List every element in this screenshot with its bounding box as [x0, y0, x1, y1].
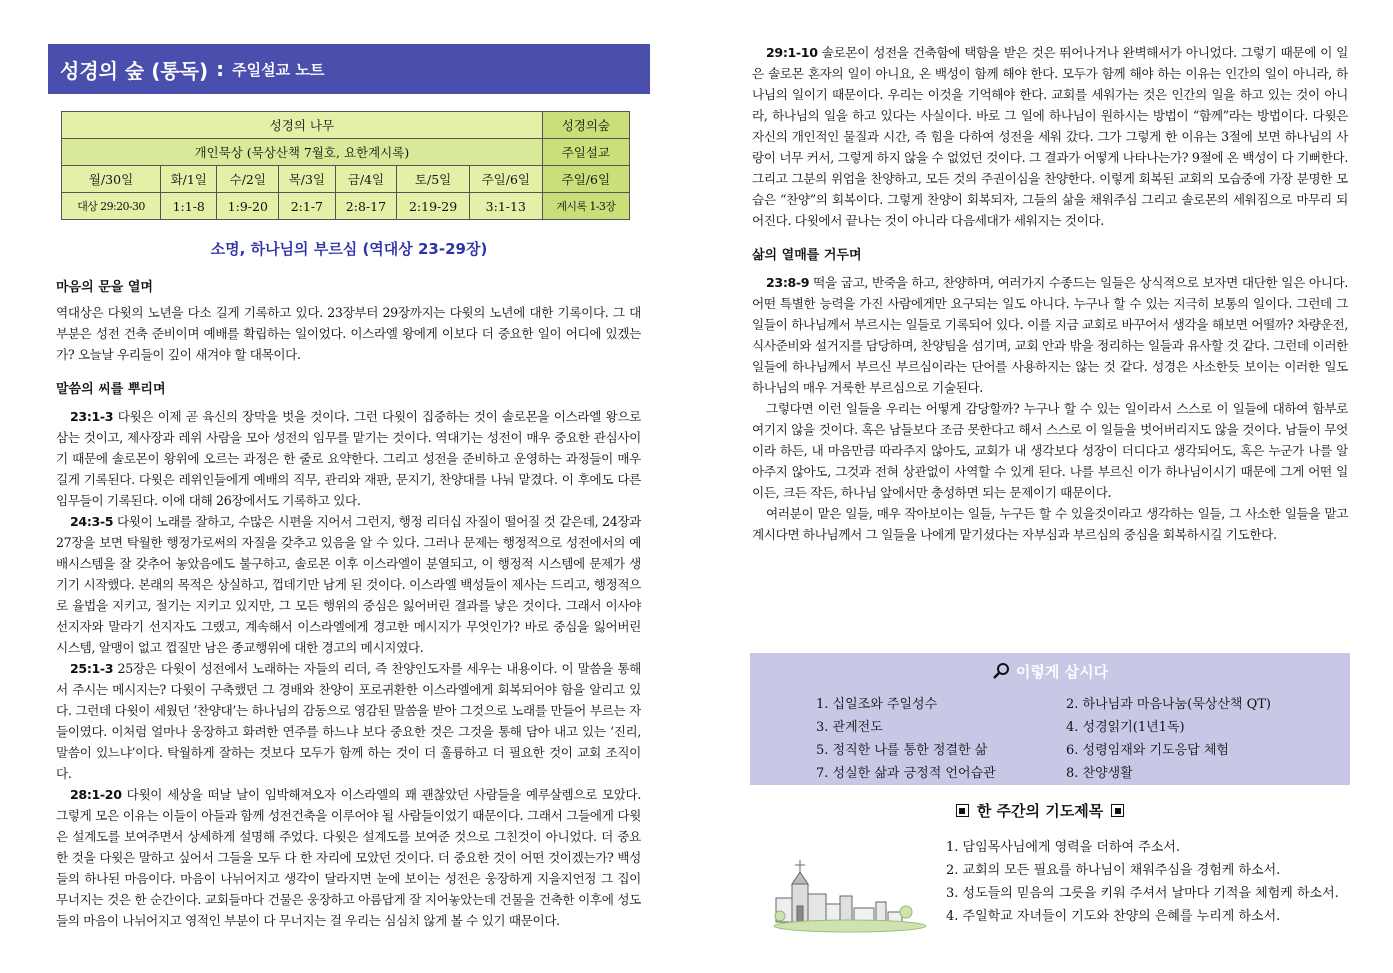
- live-item: 6. 성령임재와 기도응답 체험: [1066, 743, 1229, 758]
- day-cell: 토/5일: [397, 166, 470, 193]
- verse-ref: 23:8-9: [766, 275, 810, 290]
- paragraph-text: 다윗이 세상을 떠날 날이 임박해져오자 이스라엘의 꽤 괜찮았던 사람들을 예루살렘으로 모았다. 그렇게 모은 이유는 이들이 아들과 함께 성전건축을 이루어야 될 사람들이었기 때문이다. 그래서 그들에게 다윗은 설계도를 보여주면서 상세하게 설명해 주었다. 다윗은 설계도를 보여준 것으로 그친것이 아니었다. 더 중요한 것을 다윗은 말하고 싶어서 그들을 모두 다 한 자리에 모았던 것이다. 더 중요한 것이 어떤 것이겠는가? 백성들의 하나된 마음이다. 마음이 나뉘어지고 생각이 달라지면 눈에 보이는 성전은 웅장하게 지을지언정 그 집이 무너지는 것은 한 순간이다. 교회들마다 건물은 웅장하고 아름답게 잘 지어놓았는데 건물을 건축한 이후에 성도들의 마음이 나뉘어지고 영적인 부분이 다 무너지는 걸 우리는 심심치 않게 볼 수 있기 때문이다.: [56, 787, 641, 928]
- live-item: 7. 성실한 삶과 긍정적 언어습관: [816, 766, 996, 781]
- header-banner: [48, 44, 650, 94]
- paragraph-block: 그렇다면 이런 일들을 우리는 어떻게 감당할까? 누구나 할 수 있는 일이라서 스스로 이 일들에 대하여 함부로 여기지 않을 것이다. 혹은 남들보다 조금 못한다고 해서 스스로 이 일들을 벗어버리지도 않을 것이다. 남들이 무엇이라 하든, 내 마음만큼 따라주지 않아도, 교회가 내 생각보다 성장이 더디다고 생각되어도, 혹은 누군가 나를 알아주지 않아도, 그것과 전혀 상관없이 사역할 수 있게 된다. 나를 부르신 이가 하나님이시기 때문에 그게 어떤 일이든, 크든 작든, 하나님 앞에서만 충성하면 되는 문제이기 때문이다.: [752, 401, 1348, 500]
- paragraph-text: 다윗이 노래를 잘하고, 수많은 시편을 지어서 그런지, 행정 리더십 자질이 떨어질 것 같은데, 24장과 27장을 보면 탁월한 행정가로써의 자질을 갖추고 있음을 알 수 있다. 그러나 문제는 행정적으로 성전에서의 예배시스템을 잘 갖추어 놓았음에도 불구하고, 솔로몬 이후 이스라엘이 분열되고, 이 행정적 시스템에 문제가 생기기 시작했다. 본래의 목적은 상실하고, 껍데기만 남게 된 것이다. 이스라엘 백성들이 제사는 드리고, 행정적으로 율법을 지키고, 절기는 지키고 있지만, 그 모든 행위의 중심은 잃어버린 결과를 낳은 것이다. 그래서 이사야 선지자와 말라기 선지자도 그랬고, 계속해서 이스라엘에게 경고한 메시지가 무엇인가? 바로 중심을 잃어버린 시스템, 알맹이 없고 껍질만 남은 종교행위에 대한 경고의 메시지였다.: [56, 514, 641, 655]
- reading-cell: 2:1-7: [279, 193, 335, 220]
- live-item: 3. 관계전도: [816, 720, 883, 735]
- paragraph-body: [56, 406, 641, 931]
- paragraph-29: [752, 42, 1348, 231]
- sermon-title: 소명, 하나님의 부르심 (역대상 23-29장): [210, 240, 488, 258]
- live-item: 5. 정직한 나를 통한 정결한 삶: [816, 743, 988, 758]
- paragraph-text: 역대상은 다윗의 노년을 다소 길게 기록하고 있다. 23장부터 29장까지는 다윗의 노년에 대한 기록이다. 그 대부분은 성전 건축 준비이며 예배를 확립하는 일이었다. 이스라엘 왕에게 이보다 더 중요한 일이 어디에 있겠는가? 오늘날 우리들이 깊이 새겨야 할 대목이다.: [56, 305, 641, 362]
- section-heading-open: 마음의 문을 열며: [56, 280, 153, 295]
- live-title-row: [750, 661, 1350, 682]
- square-bullet-icon: [1111, 804, 1124, 817]
- schedule-table: [61, 111, 630, 220]
- tree-label: 성경의 나무: [62, 112, 543, 139]
- paragraph-text: 다윗은 이제 곧 육신의 장막을 벗을 것이다. 그런 다윗이 집중하는 것이 솔로몬을 이스라엘 왕으로 삼는 것이고, 제사장과 레위 사람을 모아 성전의 임무를 맡기는 것이다. 역대기는 성전이 매우 중요한 관심사이기 때문에 솔로몬이 왕위에 오르는 과정은 한 줄로 요약한다. 그리고 성전을 준비하고 운영하는 과정들이 매우 길게 기록된다. 다윗은 레위인들에게 예배의 직무, 관리와 재판, 문지기, 찬양대를 나눠 맡겼다. 이 후에도 다른 임무들이 기록된다. 이에 대해 26장에서도 기록하고 있다.: [56, 409, 641, 508]
- section-heading-word: 말씀의 씨를 뿌리며: [56, 382, 166, 397]
- daily-label: 개인묵상 (묵상산책 7월호, 요한계시록): [62, 139, 543, 166]
- paragraph-text: 떡을 굽고, 반죽을 하고, 찬양하며, 여러가지 수종드는 일들은 상식적으로 보자면 대단한 일은 아니다. 어떤 특별한 능력을 가진 사람에게만 요구되는 일도 아니다. 누구나 할 수 있는 지극히 보통의 일이다. 그런데 그 일들이 하나님께서 부르시는 일들로 기록되어 있다. 이를 지금 교회로 바꾸어서 생각을 해보면 어떨까? 차량운전, 식사준비와 설거지를 담당하며, 찬양팀을 섬기며, 교회 안과 밖을 정리하는 일들과 유사할 것 같다. 그런데 이러한 일들에 하나님께서 부르신 부르심이라는 단어를 사용하지는 않는 것 같다. 성경은 사소한듯 보이는 이러한 일도 하나님의 매우 거룩한 부르심으로 기술된다.: [752, 275, 1348, 395]
- day-cell: 금/4일: [335, 166, 397, 193]
- day-cell: 수/2일: [217, 166, 279, 193]
- reading-cell: 1:9-20: [217, 193, 279, 220]
- day-cell: 월/30일: [62, 166, 161, 193]
- reading-cell: 3:1-13: [469, 193, 542, 220]
- paragraph-block: 여러분이 맡은 일들, 매우 작아보이는 일들, 누구든 할 수 있을것이라고 생각하는 일들, 그 사소한 일들을 맡고 계시다면 하나님께서 그 일들을 나에게 맡기셨다는 자부심과 부르심의 중심을 회복하시길 기도한다.: [752, 506, 1348, 542]
- verse-ref: 24:3-5: [70, 514, 114, 529]
- section-heading-fruit: 삶의 열매를 거두며: [752, 248, 862, 263]
- church-sketch-icon: [770, 856, 930, 934]
- prayer-item: 1. 담임목사님에게 영력을 더하여 주소서.: [946, 840, 1180, 855]
- paragraph-23: [56, 406, 641, 511]
- live-item: 4. 성경읽기(1년1독): [1066, 720, 1185, 735]
- paragraph-intro: [56, 302, 641, 365]
- paragraph-block: [752, 272, 1348, 398]
- paragraph-text: 솔로몬이 성전을 건축함에 택함을 받은 것은 뛰어나거나 완벽해서가 아니었다. 그렇기 때문에 이 일은 솔로몬 혼자의 일이 아니요, 온 백성이 함께 해야 한다. 모두가 함께 해야 하는 이유는 인간의 일이 아니라, 하나님의 일이기 때문이다. 우리는 이것을 기억해야 한다. 교회를 세워가는 것은 인간의 일을 하고 있는 것이 아니라, 하나님의 일을 하고 있다는 사실이다. 바로 그 일에 하나님이 원하시는 방법이 “함께”라는 방법이다. 다윗은 자신의 개인적인 물질과 시간, 즉 힘을 다하여 성전을 세워 갔다. 그가 그렇게 한 이유는 3절에 보면 하나님의 사랑이 너무 커서, 그렇게 하지 않을 수 없었던 것이다. 그 결과가 어떻게 나타나는가? 9절에 온 백성이 다 기뻐한다. 그리고 그분의 위엄을 찬양하고, 모든 것의 주권이심을 찬양한다. 이렇게 회복된 교회의 모습중에 가장 분명한 모습은 “찬양”의 회복이다. 그렇게 찬양이 회복되자, 그들의 삶을 채워주심 그리고 솔로몬의 세워짐으로 마무리 되어진다. 다윗에서 끝나는 것이 아니라 다음세대가 세워지는 것이다.: [752, 45, 1348, 228]
- paragraph-fruit: [752, 272, 1348, 545]
- reading-cell: 대상 29:20-30: [62, 193, 161, 220]
- live-item: 8. 찬양생활: [1066, 766, 1133, 781]
- verse-ref: 23:1-3: [70, 409, 114, 424]
- paragraph-block: [752, 42, 1348, 231]
- forest-label: 성경의숲: [542, 112, 629, 139]
- prayer-title: 한 주간의 기도제목: [976, 802, 1104, 820]
- header-title: 성경의 숲 (통독): [60, 58, 209, 83]
- prayer-item: 3. 성도들의 믿음의 그릇을 키워 주셔서 날마다 기적을 체험케 하소서.: [946, 886, 1339, 901]
- prayer-title-row: [940, 800, 1140, 821]
- live-box: [750, 653, 1350, 785]
- live-item: 1. 십일조와 주일성수: [816, 697, 938, 712]
- reading-cell: 계시록 1-3장: [542, 193, 629, 220]
- day-cell: 주일/6일: [542, 166, 629, 193]
- paragraph-24: [56, 511, 641, 658]
- square-bullet-icon: [956, 804, 969, 817]
- paragraph-25: [56, 658, 641, 784]
- header-subtitle: 주일설교 노트: [232, 60, 325, 79]
- sermon-label: 주일설교: [542, 139, 629, 166]
- verse-ref: 28:1-20: [70, 787, 122, 802]
- day-cell: 주일/6일: [469, 166, 542, 193]
- day-cell: 목/3일: [279, 166, 335, 193]
- day-cell: 화/1일: [161, 166, 217, 193]
- verse-ref: 25:1-3: [70, 661, 114, 676]
- reading-cell: 2:19-29: [397, 193, 470, 220]
- magnifier-icon: [992, 662, 1010, 680]
- reading-cell: 1:1-8: [161, 193, 217, 220]
- live-title: 이렇게 삽시다: [1015, 663, 1109, 681]
- prayer-item: 4. 주일학교 자녀들이 기도와 찬양의 은혜를 누리게 하소서.: [946, 909, 1281, 924]
- reading-cell: 2:8-17: [335, 193, 397, 220]
- paragraph-text: 25장은 다윗이 성전에서 노래하는 자들의 리더, 즉 찬양인도자를 세우는 내용이다. 이 말씀을 통해서 주시는 메시지는? 다윗이 구축했던 그 경배와 찬양이 포로귀환한 이스라엘에게 회복되어야 함을 알리고 있다. 그런데 다윗이 세웠던 ‘찬양대’는 하나님의 감동으로 영감된 말씀을 받아 그것으로 노래를 만들어 부르는 자들이였다. 이처럼 얼마나 웅장하고 화려한 연주를 하느냐 보다 중요한 것은 그것을 통해 담아 내고 있는 ‘진리, 말씀이 있느냐’이다. 탁월하게 잘하는 것보다 모두가 함께 하는 것이 더 훌륭하고 더 필요한 것이 교회 조직이다.: [56, 661, 641, 781]
- verse-ref: 29:1-10: [766, 45, 818, 60]
- prayer-item: 2. 교회의 모든 필요를 하나님이 채워주심을 경험케 하소서.: [946, 863, 1281, 878]
- paragraph-28: [56, 784, 641, 931]
- live-item: 2. 하나님과 마음나눔(묵상산책 QT): [1066, 697, 1271, 712]
- header-separator: :: [216, 57, 225, 81]
